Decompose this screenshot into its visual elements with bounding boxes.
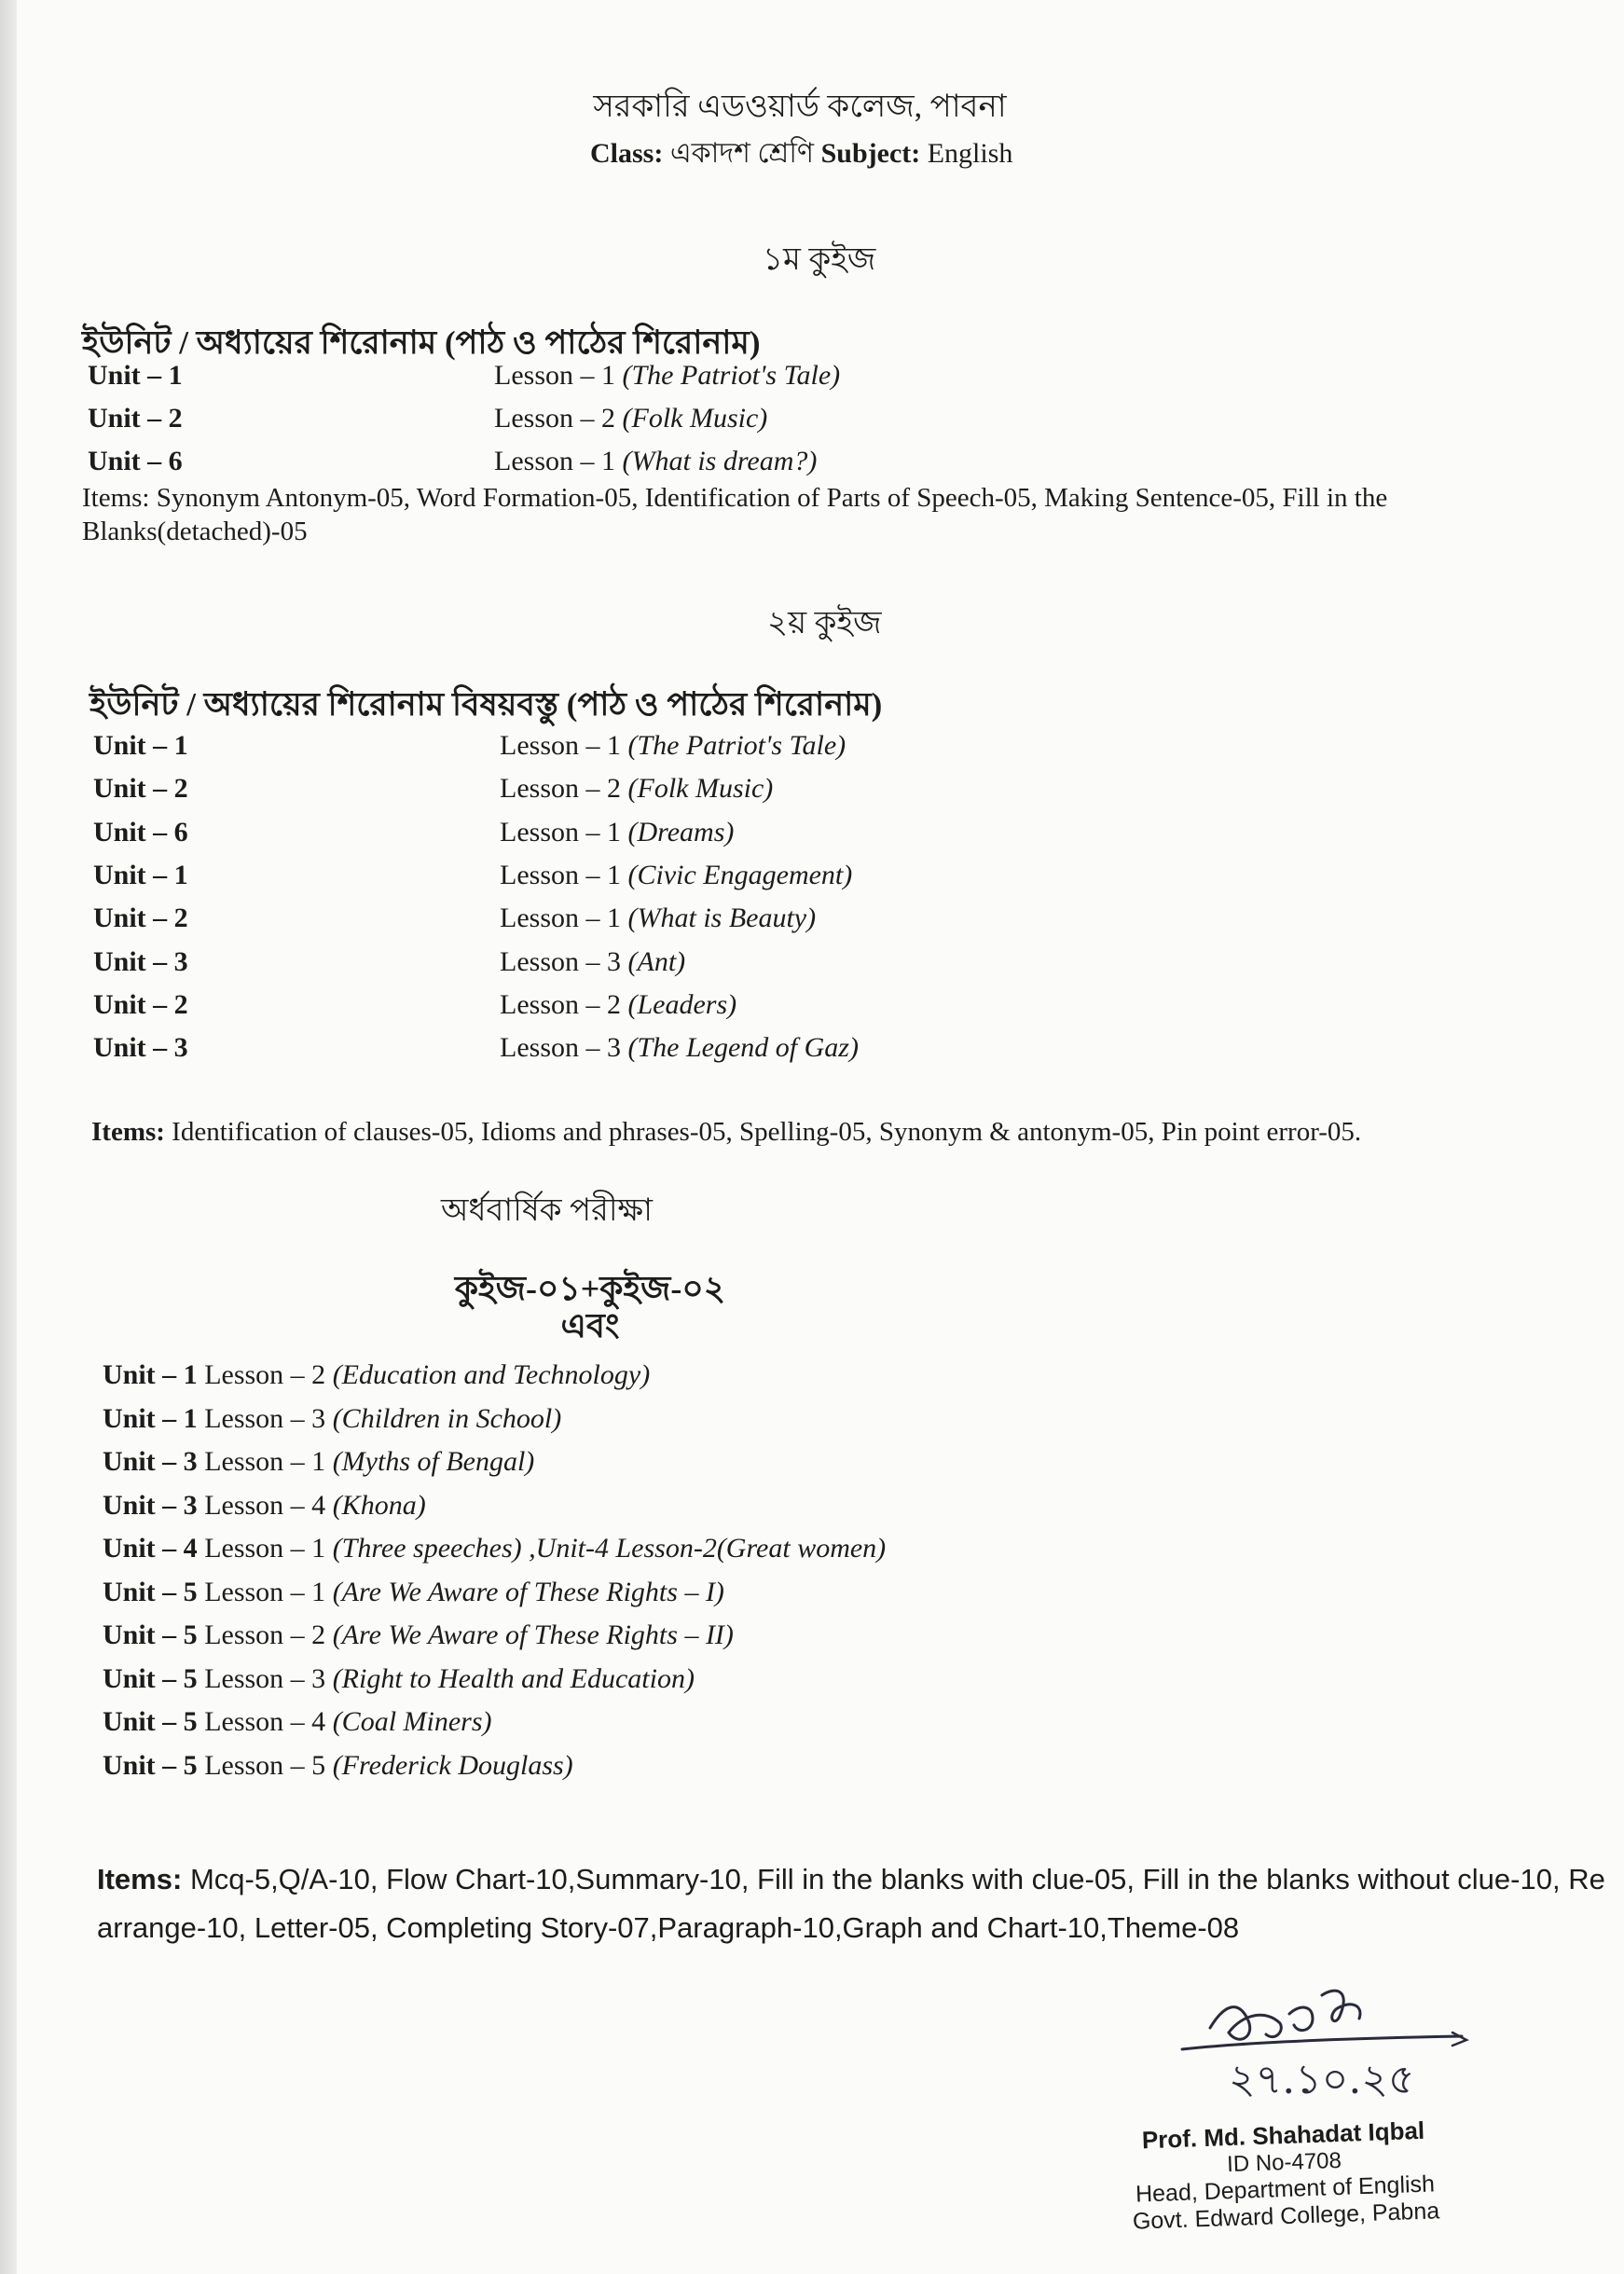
- lesson-title: (The Patriot's Tale): [622, 360, 841, 391]
- lesson-title: (Dreams): [627, 816, 735, 848]
- half-yearly-unit: Unit – 5: [103, 1662, 198, 1694]
- quiz1-row-unit: Unit – 6: [88, 446, 183, 476]
- half-yearly-row: [103, 1663, 695, 1695]
- subject-label: Subject:: [820, 138, 921, 169]
- half-yearly-row: [103, 1490, 426, 1522]
- lesson-title: (The Legend of Gaz): [627, 1032, 859, 1064]
- quiz2-title: ২য় কুইজ: [767, 606, 882, 641]
- quiz2-row-unit: Unit – 3: [93, 945, 188, 977]
- half-yearly-unit: Unit – 3: [103, 1446, 198, 1477]
- lesson-number: Lesson – 3: [500, 1032, 621, 1064]
- lesson-title: (What is dream?): [622, 446, 818, 476]
- half-yearly-row: [103, 1403, 561, 1435]
- page-edge-shadow: [0, 0, 17, 2274]
- half-yearly-line2: এবং: [560, 1307, 620, 1344]
- half-yearly-lesson: Lesson – 2: [204, 1619, 326, 1650]
- half-yearly-lesson-title: (Coal Miners): [332, 1706, 492, 1737]
- lesson-number: Lesson – 1: [494, 446, 615, 476]
- lesson-title: (Folk Music): [622, 403, 768, 434]
- half-yearly-lesson: Lesson – 1: [204, 1576, 326, 1607]
- subject-value: English: [927, 138, 1013, 169]
- half-yearly-lesson-title: (Three speeches) ,Unit-4 Lesson-2(Great women): [332, 1533, 887, 1564]
- quiz2-heading: ইউনিট / অধ্যায়ের শিরোনাম বিষয়বস্তু (পাঠ ও পাঠের শিরোনাম): [89, 686, 883, 723]
- lesson-title: (The Patriot's Tale): [627, 730, 846, 761]
- quiz1-heading: ইউনিট / অধ্যায়ের শিরোনাম (পাঠ ও পাঠের শিরোনাম): [82, 324, 761, 361]
- half-yearly-unit: Unit – 3: [103, 1489, 198, 1521]
- signatory-college: Govt. Edward College, Pabna: [1132, 2198, 1440, 2235]
- lesson-title: (What is Beauty): [627, 903, 817, 934]
- lesson-number: Lesson – 1: [500, 816, 621, 848]
- half-yearly-row: [103, 1706, 492, 1738]
- half-yearly-unit: Unit – 1: [103, 1359, 198, 1390]
- college-name: সরকারি এডওয়ার্ড কলেজ, পাবনা: [593, 90, 1007, 124]
- quiz2-items: [91, 1115, 1602, 1149]
- lesson-number: Lesson – 2: [494, 403, 615, 434]
- half-yearly-row: [103, 1533, 886, 1564]
- lesson-title: (Civic Engagement): [627, 859, 853, 890]
- half-yearly-lesson-title: (Children in School): [332, 1402, 562, 1434]
- quiz2-row-unit: Unit – 1: [93, 859, 188, 890]
- quiz2-items-label: Items:: [91, 1117, 165, 1147]
- half-yearly-unit: Unit – 5: [103, 1576, 198, 1607]
- quiz1-row-lesson: [494, 446, 817, 477]
- quiz1-row-lesson: [494, 360, 840, 392]
- class-value: একাদশ শ্রেণি: [669, 138, 815, 169]
- quiz1-row-unit: Unit – 1: [88, 360, 183, 391]
- signature-block: [1124, 2116, 1445, 2236]
- quiz2-row-lesson: [500, 989, 736, 1021]
- half-yearly-lesson: Lesson – 5: [204, 1749, 326, 1781]
- half-yearly-row: [103, 1750, 573, 1782]
- class-label: Class:: [590, 138, 664, 169]
- lesson-number: Lesson – 1: [500, 859, 621, 890]
- half-yearly-lesson-title: (Education and Technology): [332, 1359, 651, 1390]
- half-yearly-lesson: Lesson – 1: [204, 1533, 326, 1564]
- handwritten-signature: [1173, 1977, 1480, 2116]
- half-yearly-lesson: Lesson – 4: [204, 1489, 326, 1521]
- lesson-number: Lesson – 2: [500, 988, 621, 1020]
- quiz2-row-unit: Unit – 2: [93, 988, 188, 1020]
- half-yearly-row: [103, 1619, 734, 1651]
- half-yearly-line1: কুইজ-০১+কুইজ-০২: [454, 1270, 726, 1307]
- quiz2-row-lesson: [500, 860, 852, 891]
- quiz2-row-unit: Unit – 3: [93, 1032, 188, 1064]
- half-yearly-unit: Unit – 5: [103, 1619, 198, 1650]
- half-yearly-row: [103, 1359, 650, 1391]
- half-yearly-items-label: Items:: [97, 1863, 183, 1895]
- half-yearly-subtitle: [427, 1270, 753, 1344]
- half-yearly-items: [97, 1855, 1624, 1952]
- lesson-title: (Folk Music): [627, 773, 774, 805]
- half-yearly-lesson-title: (Frederick Douglass): [332, 1749, 573, 1781]
- lesson-number: Lesson – 3: [500, 945, 621, 977]
- half-yearly-lesson-title: (Right to Health and Education): [332, 1662, 695, 1694]
- half-yearly-lesson-title: (Myths of Bengal): [332, 1446, 535, 1477]
- half-yearly-lesson: Lesson – 2: [204, 1359, 326, 1390]
- lesson-number: Lesson – 1: [494, 360, 615, 391]
- half-yearly-lesson: Lesson – 4: [204, 1706, 326, 1737]
- half-yearly-lesson: Lesson – 1: [204, 1446, 326, 1477]
- lesson-title: (Ant): [627, 945, 686, 977]
- half-yearly-items-text: Mcq-5,Q/A-10, Flow Chart-10,Summary-10, Fill in the blanks with clue-05, Fill in the blanks without clue-10, Re arrange-10, Letter-05, Completing Story-07,Paragraph-10,Graph and Chart-10,Theme-08: [97, 1863, 1605, 1944]
- quiz1-row-lesson: [494, 403, 767, 434]
- quiz2-row-lesson: [500, 903, 816, 934]
- signatory-designation: Head, Department of English: [1135, 2171, 1436, 2208]
- lesson-number: Lesson – 2: [500, 773, 621, 805]
- document-page: [17, 0, 1624, 2274]
- half-yearly-title: অর্ধবার্ষিক পরীক্ষা: [441, 1193, 653, 1228]
- class-subject-line: [590, 131, 1012, 178]
- quiz1-title: ১ম কুইজ: [763, 242, 876, 277]
- lesson-number: Lesson – 1: [500, 903, 621, 934]
- half-yearly-row: [103, 1446, 534, 1478]
- lesson-number: Lesson – 1: [500, 730, 621, 761]
- half-yearly-lesson-title: (Are We Aware of These Rights – I): [332, 1576, 724, 1607]
- half-yearly-lesson: Lesson – 3: [204, 1402, 326, 1434]
- quiz1-items: Items: Synonym Antonym-05, Word Formation-05, Identification of Parts of Speech-05, Making Sentence-05, Fill in the Blanks(detached)-05: [82, 483, 1388, 546]
- quiz2-row-unit: Unit – 2: [93, 773, 188, 805]
- half-yearly-lesson: Lesson – 3: [204, 1662, 326, 1694]
- quiz1-row-unit: Unit – 2: [88, 403, 183, 434]
- quiz2-row-lesson: [500, 1032, 859, 1064]
- quiz2-row-lesson: [500, 730, 846, 762]
- quiz2-row-unit: Unit – 6: [93, 816, 188, 848]
- quiz2-row-lesson: [500, 773, 773, 805]
- half-yearly-lesson-title: (Khona): [332, 1489, 426, 1521]
- half-yearly-lesson-title: (Are We Aware of These Rights – II): [332, 1619, 734, 1650]
- quiz2-row-lesson: [500, 946, 685, 978]
- signature-date: ২৭.১০.২৫: [1229, 2056, 1415, 2103]
- half-yearly-unit: Unit – 1: [103, 1402, 198, 1434]
- half-yearly-unit: Unit – 5: [103, 1706, 198, 1737]
- lesson-title: (Leaders): [627, 988, 737, 1020]
- quiz2-row-lesson: [500, 817, 734, 848]
- signatory-name: Prof. Md. Shahadat Iqbal: [1141, 2116, 1425, 2155]
- signatory-id: ID No-4708: [1226, 2147, 1342, 2178]
- quiz2-row-unit: Unit – 2: [93, 903, 188, 934]
- half-yearly-row: [103, 1577, 724, 1608]
- quiz2-row-unit: Unit – 1: [93, 730, 188, 761]
- quiz2-items-text: Identification of clauses-05, Idioms and phrases-05, Spelling-05, Synonym & antonym-05, Pin point error-05.: [172, 1117, 1362, 1147]
- half-yearly-unit: Unit – 4: [103, 1533, 198, 1564]
- half-yearly-unit: Unit – 5: [103, 1749, 198, 1781]
